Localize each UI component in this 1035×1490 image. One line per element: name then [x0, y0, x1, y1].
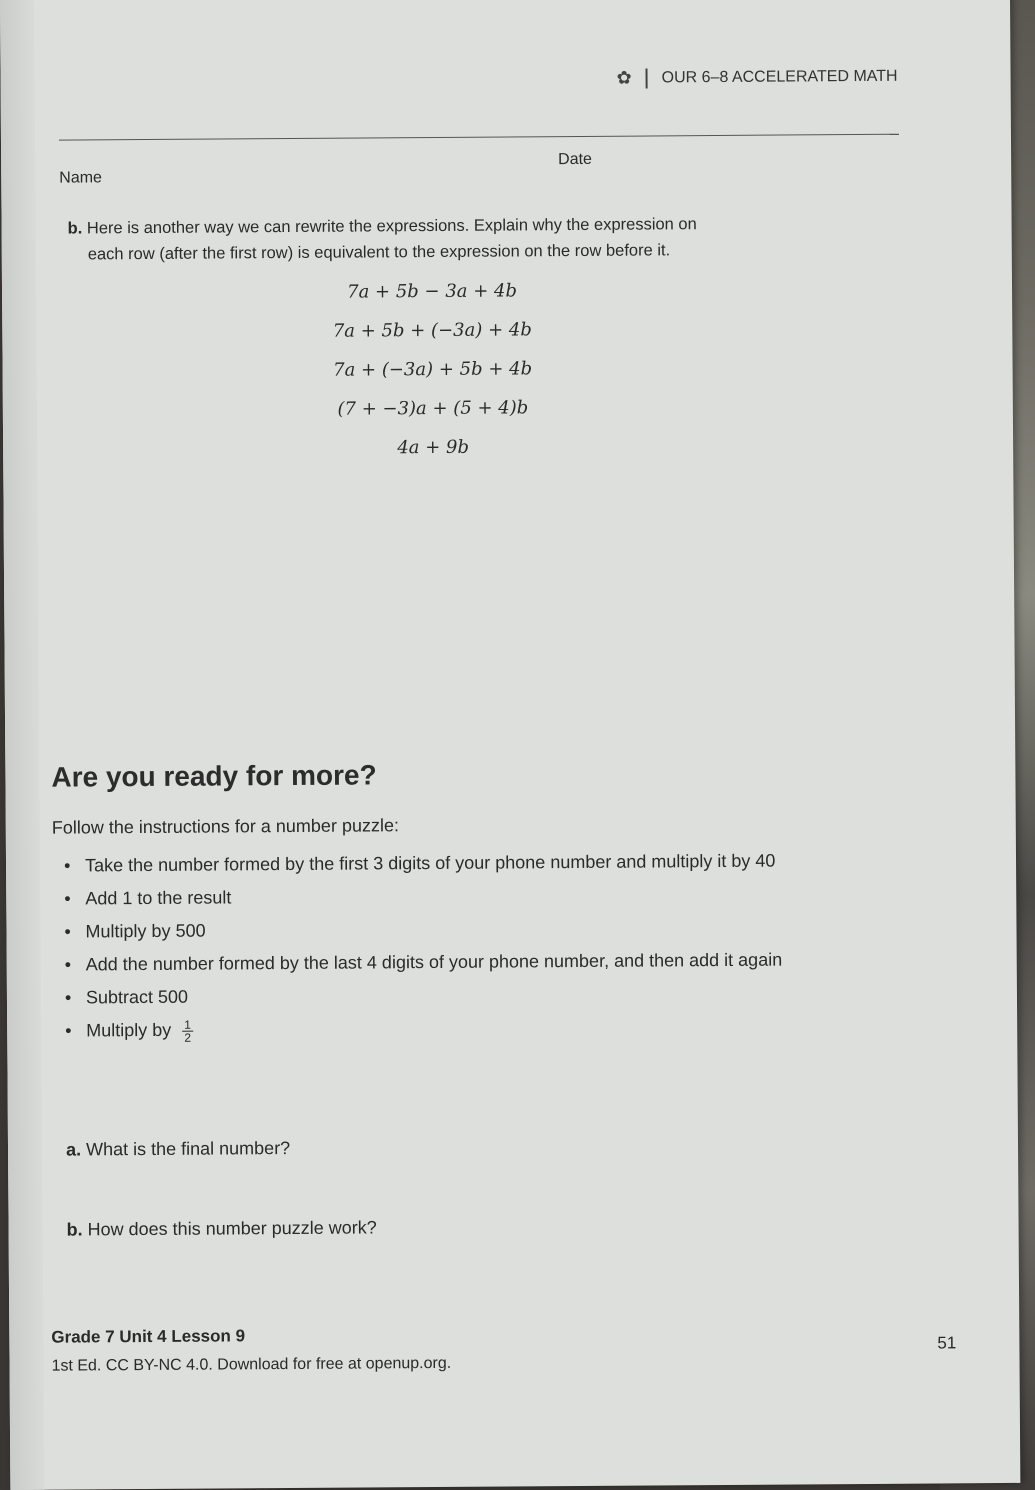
prompt-line-1: Here is another way we can rewrite the expressions. Explain why the expression on: [86, 215, 697, 238]
section-title: Are you ready for more?: [51, 759, 377, 793]
question-a-marker: a.: [65, 1139, 82, 1160]
name-label: Name: [59, 169, 102, 187]
expression-row: 4a + 9b: [397, 436, 470, 459]
list-item: • Add 1 to the result: [64, 877, 824, 915]
fraction-numerator: 1: [184, 1017, 191, 1032]
one-half-fraction: [182, 1018, 193, 1043]
step-text: Multiply by: [86, 1019, 172, 1041]
question-b-text: How does this number puzzle work?: [87, 1217, 377, 1240]
prompt-line-2: each row (after the first row) is equivalent to the expression on the row before it.: [87, 241, 671, 264]
expression-row: 7a + 5b − 3a + 4b: [347, 280, 518, 303]
question-marker: b.: [67, 219, 83, 238]
page-number: 51: [937, 1333, 957, 1353]
date-label: Date: [558, 150, 592, 169]
page-header: [616, 66, 897, 89]
puzzle-instructions: Follow the instructions for a number puzzle:: [51, 815, 400, 838]
list-item: • Add the number formed by the last 4 digits of your phone number, and then add it again: [65, 943, 825, 981]
lesson-footer: Grade 7 Unit 4 Lesson 9: [51, 1326, 246, 1347]
list-item: • Subtract 500: [65, 976, 825, 1014]
question-b-marker: b.: [66, 1219, 83, 1240]
puzzle-steps: [64, 844, 825, 1047]
fraction-denominator: 2: [184, 1030, 192, 1045]
question-b-prompt: [68, 211, 768, 268]
expression-row: (7 + −3)a + (5 + 4)b: [337, 397, 529, 420]
page-binding-edge: [0, 0, 44, 1490]
question-a-text: What is the final number?: [85, 1138, 291, 1160]
list-item: • Multiply by 500: [64, 910, 824, 948]
question-b: [67, 1217, 377, 1240]
name-date-rule: [59, 134, 899, 141]
list-item: • Take the number formed by the first 3 digits of your phone number and multiply it by 40: [64, 844, 824, 882]
header-divider: [646, 68, 648, 88]
expression-row: 7a + (−3a) + 5b + 4b: [333, 358, 533, 381]
expression-row: 7a + 5b + (−3a) + 4b: [332, 319, 532, 342]
question-a: [66, 1138, 290, 1161]
flower-logo-icon: ✿: [616, 67, 632, 88]
list-item: [65, 1009, 825, 1047]
curriculum-title: OUR 6–8 ACCELERATED MATH: [661, 67, 898, 86]
expression-list: [302, 280, 563, 477]
license-footer: 1st Ed. CC BY-NC 4.0. Download for free at openup.org.: [51, 1354, 452, 1375]
